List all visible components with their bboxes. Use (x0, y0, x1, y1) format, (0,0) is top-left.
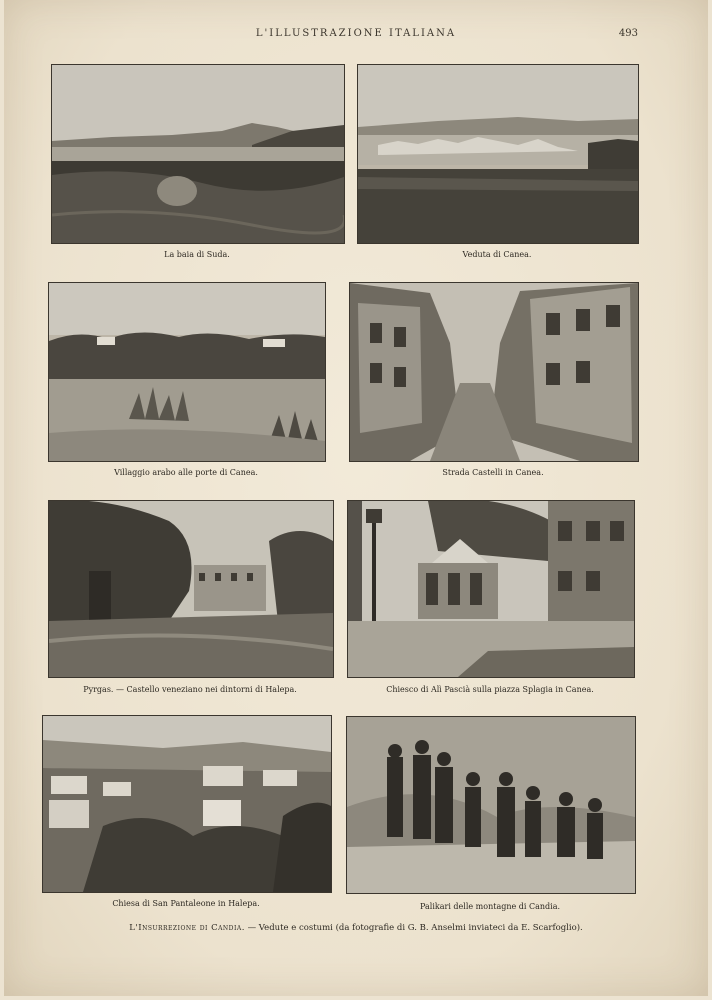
engraving-pyrgas-castle (48, 500, 334, 678)
caption-ali-pasha-kiosk: Chiesco di Alì Pascià sulla piazza Splagia in Canea. (386, 685, 594, 694)
engraving-palikari (346, 716, 636, 894)
caption-palikari: Palikari delle montagne di Candia. (419, 902, 561, 911)
caption-pyrgas-castle: Pyrgas. — Castello veneziano nei dintorni di Halepa. (83, 685, 297, 694)
running-title: L'ILLUSTRAZIONE ITALIANA (255, 28, 457, 39)
credit-title: L'Insurrezione di Candia. (129, 923, 245, 933)
plate-credit-line (4, 923, 708, 933)
engraving-ali-pasha-kiosk (347, 500, 635, 678)
caption-arab-village: Villaggio arabo alle porte di Canea. (114, 468, 258, 477)
engraving-suda-bay (51, 64, 345, 244)
page-number: 493 (618, 28, 638, 39)
credit-subtitle: — Vedute e costumi (da fotografie di G. B. Anselmi inviateci da E. Scarfoglio). (247, 923, 583, 933)
caption-castelli-street: Strada Castelli in Canea. (442, 468, 544, 477)
magazine-page (4, 0, 708, 996)
engraving-arab-village (48, 282, 326, 462)
caption-suda-bay: La baia di Suda. (164, 250, 230, 259)
caption-san-pantaleone: Chiesa di San Pantaleone in Halepa. (112, 899, 260, 908)
caption-canea-view: Veduta di Canea. (462, 250, 532, 259)
engraving-canea-view (357, 64, 639, 244)
engraving-castelli-street (349, 282, 639, 462)
engraving-san-pantaleone (42, 715, 332, 893)
